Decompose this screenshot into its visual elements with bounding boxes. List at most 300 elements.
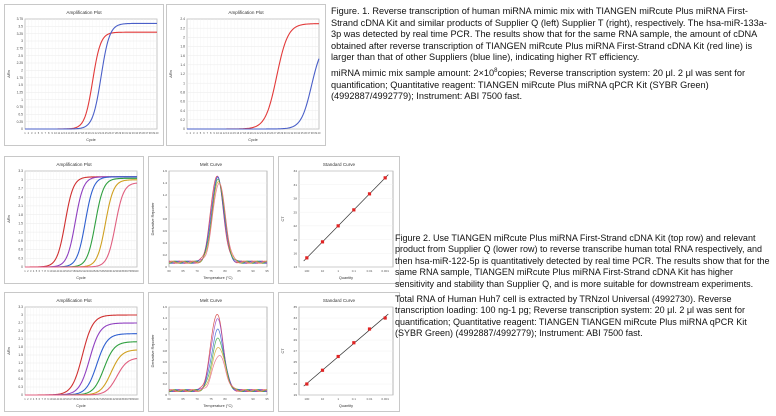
x-tick-label: 9	[47, 398, 49, 401]
y-tick-label: 0.2	[180, 118, 185, 123]
chart-title: Amplification Plot	[228, 10, 264, 15]
x-tick-label: 0.1	[351, 269, 356, 273]
x-tick-label: 65	[181, 269, 185, 273]
y-tick-label: 27	[293, 349, 297, 354]
x-tick-label: 33	[115, 398, 119, 401]
x-tick-label: 14	[229, 132, 233, 135]
y-tick-label: 2.1	[18, 337, 23, 342]
x-axis-label: Quantity	[338, 404, 354, 408]
x-tick-label: 70	[195, 397, 199, 401]
data-point	[352, 208, 355, 211]
y-tick-label: 1.4	[162, 181, 167, 186]
melt-line-100-pg	[169, 179, 267, 263]
x-tick-label: 85	[237, 269, 241, 273]
y-tick-label: 0.6	[18, 247, 23, 252]
x-tick-label: 39	[132, 270, 136, 273]
fig2-conditions: Total RNA of Human Huh7 cell is extracted by TRNzol Universal (4992730). Reverse transcription loading: 100 ng-1 pg; Reverse transcription system: 20 μl. 2 μl was sent for quantification; Quantitative reagent: TIANGEN TIANGEN miRcute Plus miRNA qPCR Kit (SYBR Green) (4992887/4992779); Instrument: ABI 7500 fast.	[395, 294, 747, 339]
x-tick-label: 28	[101, 270, 104, 273]
x-tick-label: 10	[320, 397, 325, 401]
y-tick-label: 3	[21, 177, 23, 182]
x-axis-label: Quantity	[338, 276, 354, 280]
x-tick-label: 90	[251, 397, 255, 401]
chart-title: Amplification Plot	[66, 10, 102, 15]
x-tick-label: 0.01	[366, 269, 373, 273]
x-tick-label: 39	[152, 132, 156, 135]
x-tick-label: 2	[27, 132, 30, 135]
y-tick-label: 2	[21, 68, 23, 73]
y-tick-label: 21	[293, 382, 297, 387]
y-tick-label: 0.6	[18, 377, 23, 382]
x-tick-label: 1	[337, 269, 340, 273]
data-point	[368, 192, 371, 195]
x-tick-label: 33	[131, 132, 135, 135]
plot-area-border	[299, 171, 393, 267]
x-tick-label: 12	[55, 398, 59, 401]
fig2-bottom-melt-curve	[148, 292, 274, 412]
data-point	[352, 341, 355, 344]
fig2-bottom-standard-curve	[278, 292, 400, 412]
x-tick-label: 17	[69, 270, 73, 273]
y-axis-label: ΔRn	[7, 215, 11, 223]
x-tick-label: 6	[203, 132, 205, 135]
fig2-caption: Figure 2. Use TIANGEN miRcute Plus miRNA First-Strand cDNA Kit (top row) and relevant product from Supplier Q (lower row) to reverse transcribe human total RNA respectively, and then hsa-miR-122-5p is quantitatively detected by real time PCR. The results show that for the same RNA sample, TIANGEN miRcute Plus miRNA First-Strand cDNA Kit has higher sensitivity and stability than Supplier Q, and is more suitable for downstream experiments.	[395, 233, 770, 289]
x-tick-label: 11	[57, 132, 61, 135]
y-tick-label: 0.6	[162, 229, 167, 234]
y-tick-label: 3	[21, 313, 23, 318]
x-tick-label: 25	[92, 398, 96, 401]
y-tick-label: 1.2	[162, 193, 167, 198]
x-tick-label: 13	[58, 270, 61, 273]
x-tick-label: 21	[253, 132, 257, 135]
series-line-supplier-q	[25, 23, 157, 129]
x-tick-label: 13	[226, 132, 230, 135]
x-axis-label: Cycle	[86, 138, 96, 142]
x-tick-label: 21	[80, 398, 84, 401]
x-tick-label: 28	[114, 132, 118, 135]
x-tick-label: 8	[47, 132, 50, 135]
y-tick-label: 0	[21, 127, 23, 132]
chart-title: Standard Curve	[322, 162, 356, 167]
x-tick-label: 36	[124, 270, 127, 273]
x-tick-label: 34	[118, 398, 122, 401]
x-tick-label: 5	[35, 270, 38, 273]
x-tick-label: 34	[297, 132, 301, 135]
x-tick-label: 80	[223, 397, 227, 401]
y-tick-label: 0.25	[16, 119, 23, 124]
y-tick-label: 0.2	[162, 382, 167, 387]
x-tick-label: 10	[54, 132, 57, 135]
melt-line-100-pg	[169, 338, 267, 392]
x-tick-label: 15	[63, 270, 67, 273]
x-tick-label: 15	[70, 132, 74, 135]
data-point	[305, 256, 308, 259]
y-tick-label: 0.75	[16, 105, 23, 110]
x-tick-label: 85	[237, 397, 241, 401]
y-axis-label: Derivative Reporter	[151, 202, 155, 236]
melt-line-10-pg	[169, 182, 267, 264]
data-point	[337, 224, 340, 227]
x-tick-label: 12	[55, 270, 59, 273]
x-tick-label: 27	[98, 270, 102, 273]
y-tick-label: 0.3	[18, 256, 23, 261]
y-tick-label: 2.7	[18, 321, 23, 326]
x-tick-label: 14	[60, 398, 64, 401]
x-tick-label: 15	[232, 132, 236, 135]
y-tick-label: 31	[293, 327, 297, 332]
fig2-bottom-amplification-plot	[4, 292, 144, 412]
y-tick-label: 0.4	[162, 241, 167, 246]
y-tick-label: 1.5	[18, 353, 23, 358]
y-tick-label: 1.75	[16, 75, 23, 80]
data-point	[305, 382, 308, 385]
x-tick-label: 70	[195, 269, 199, 273]
x-tick-label: 4	[196, 132, 198, 135]
y-tick-label: 2.2	[180, 26, 185, 31]
x-tick-label: 24	[89, 270, 93, 273]
x-tick-label: 25	[92, 270, 96, 273]
x-tick-label: 31	[109, 270, 113, 273]
x-tick-label: 21	[91, 132, 95, 135]
x-tick-label: 3	[30, 398, 32, 401]
y-tick-label: 23	[293, 371, 297, 376]
x-tick-label: 17	[69, 398, 73, 401]
y-tick-label: 1.6	[180, 53, 185, 58]
x-tick-label: 33	[293, 132, 297, 135]
x-tick-label: 26	[95, 270, 99, 273]
y-tick-label: 2.25	[16, 61, 23, 66]
x-tick-label: 6	[41, 132, 43, 135]
y-tick-label: 0	[21, 393, 23, 398]
x-tick-label: 8	[44, 270, 46, 273]
x-tick-label: 29	[103, 398, 107, 401]
y-tick-label: 1.4	[162, 316, 167, 321]
x-tick-label: 5	[35, 398, 38, 401]
x-tick-label: 5	[199, 132, 202, 135]
fig2-top-standard-curve	[278, 156, 400, 284]
y-tick-label: 13	[293, 265, 297, 270]
x-tick-label: 0.001	[381, 397, 389, 401]
x-tick-label: 20	[87, 132, 91, 135]
x-tick-label: 100	[304, 269, 310, 273]
x-tick-label: 31	[125, 132, 128, 135]
x-tick-label: 35	[121, 398, 125, 401]
x-tick-label: 65	[181, 397, 185, 401]
x-tick-label: 23	[86, 270, 90, 273]
x-tick-label: 36	[304, 132, 307, 135]
chart-title: Standard Curve	[322, 298, 356, 303]
y-axis-label: ΔRn	[7, 70, 11, 78]
series-line-100-ng	[25, 177, 137, 267]
x-tick-label: 3	[193, 132, 195, 135]
x-tick-label: 32	[128, 132, 132, 135]
x-tick-label: 29	[280, 132, 284, 135]
x-tick-label: 13	[58, 398, 61, 401]
x-tick-label: 22	[83, 270, 87, 273]
fig2-caption-block	[395, 233, 773, 344]
x-tick-label: 23	[260, 132, 263, 135]
x-tick-label: 18	[243, 132, 246, 135]
y-tick-label: 2.1	[18, 204, 23, 209]
x-tick-label: 9	[47, 270, 49, 273]
data-point	[321, 369, 324, 372]
y-tick-label: 31	[293, 182, 297, 187]
x-tick-label: 0.001	[381, 269, 389, 273]
x-tick-label: 38	[129, 398, 133, 401]
x-tick-label: 95	[265, 269, 269, 273]
x-tick-label: 1	[186, 132, 188, 135]
chart-title: Melt Curve	[199, 298, 223, 303]
x-tick-label: 20	[78, 270, 82, 273]
x-tick-label: 18	[72, 398, 76, 401]
x-tick-label: 40	[135, 270, 139, 273]
y-tick-label: 1.8	[18, 345, 23, 350]
x-tick-label: 19	[246, 132, 250, 135]
y-tick-label: 1.25	[16, 90, 23, 95]
y-tick-label: 0.4	[162, 371, 167, 376]
y-tick-label: 19	[293, 237, 297, 242]
x-tick-label: 38	[310, 132, 314, 135]
x-tick-label: 1	[24, 132, 26, 135]
y-tick-label: 0.9	[18, 239, 23, 244]
x-tick-label: 60	[167, 397, 171, 401]
y-tick-label: 1.6	[162, 305, 167, 310]
x-tick-label: 0.01	[366, 397, 373, 401]
x-tick-label: 31	[109, 398, 113, 401]
plot-area-border	[25, 19, 157, 129]
x-axis-label: Temperature (°C)	[203, 404, 233, 408]
x-tick-label: 18	[81, 132, 84, 135]
y-tick-label: 2.7	[18, 186, 23, 191]
y-tick-label: 0	[165, 265, 167, 270]
x-tick-label: 32	[112, 270, 116, 273]
x-tick-label: 35	[300, 132, 304, 135]
x-axis-label: Temperature (°C)	[203, 276, 233, 280]
x-tick-label: 40	[155, 132, 159, 135]
x-tick-label: 12	[222, 132, 226, 135]
y-tick-label: 0	[21, 265, 23, 270]
y-tick-label: 3.25	[16, 31, 23, 36]
y-tick-label: 0.5	[18, 112, 23, 117]
x-tick-label: 30	[283, 132, 287, 135]
x-tick-label: 7	[44, 132, 47, 135]
y-axis-label: ΔRn	[7, 347, 11, 355]
y-tick-label: 0	[165, 393, 167, 398]
regression-line	[304, 175, 389, 261]
x-tick-label: 7	[41, 398, 43, 401]
plot-area-border	[25, 171, 137, 267]
x-axis-label: Cycle	[248, 138, 258, 142]
x-tick-label: 37	[145, 132, 149, 135]
y-tick-label: 0.9	[18, 369, 23, 374]
x-tick-label: 10	[216, 132, 219, 135]
x-axis-label: Cycle	[76, 276, 86, 280]
x-tick-label: 36	[142, 132, 145, 135]
x-tick-label: 34	[118, 270, 122, 273]
y-tick-label: 0	[183, 127, 185, 132]
chart-title: Amplification Plot	[56, 162, 92, 167]
y-tick-label: 19	[293, 393, 297, 398]
x-tick-label: 1	[337, 397, 340, 401]
x-tick-label: 10	[320, 269, 325, 273]
x-tick-label: 29	[103, 270, 107, 273]
y-tick-label: 0.8	[162, 349, 167, 354]
y-tick-label: 22	[293, 224, 297, 229]
x-tick-label: 24	[263, 132, 267, 135]
series-line-1-pg	[25, 358, 137, 395]
x-tick-label: 17	[77, 132, 81, 135]
x-tick-label: 20	[78, 398, 82, 401]
x-tick-label: 2	[27, 270, 29, 273]
x-tick-label: 37	[126, 270, 130, 273]
y-tick-label: 1.2	[180, 72, 185, 77]
x-tick-label: 14	[67, 132, 71, 135]
y-tick-label: 16	[293, 251, 297, 256]
series-line-tiangen-mircute-plus	[187, 24, 319, 129]
x-tick-label: 32	[112, 398, 116, 401]
x-tick-label: 15	[63, 398, 67, 401]
y-tick-label: 0.6	[180, 99, 185, 104]
x-tick-label: 28	[101, 398, 104, 401]
x-tick-label: 0.1	[351, 397, 356, 401]
y-tick-label: 28	[293, 196, 297, 201]
y-tick-label: 1.2	[18, 230, 23, 235]
y-tick-label: 29	[293, 338, 297, 343]
y-tick-label: 2.5	[18, 53, 23, 58]
x-tick-label: 19	[84, 132, 88, 135]
x-tick-label: 4	[34, 132, 36, 135]
x-tick-label: 30	[106, 398, 110, 401]
series-line-10-ng	[25, 177, 137, 267]
x-tick-label: 37	[307, 132, 311, 135]
x-tick-label: 38	[148, 132, 152, 135]
x-tick-label: 40	[135, 398, 139, 401]
x-tick-label: 24	[89, 398, 93, 401]
data-point	[337, 355, 340, 358]
x-tick-label: 60	[167, 269, 171, 273]
x-tick-label: 23	[86, 398, 90, 401]
fig1-caption-block	[331, 6, 773, 107]
y-tick-label: 1.8	[180, 44, 185, 49]
x-tick-label: 16	[66, 270, 70, 273]
x-tick-label: 26	[270, 132, 274, 135]
data-point	[384, 316, 387, 319]
y-tick-label: 0.4	[180, 108, 185, 113]
y-tick-label: 1.5	[18, 83, 23, 88]
x-tick-label: 26	[108, 132, 112, 135]
x-tick-label: 39	[132, 398, 136, 401]
x-tick-label: 22	[94, 132, 98, 135]
x-tick-label: 5	[37, 132, 40, 135]
x-tick-label: 16	[74, 132, 78, 135]
data-point	[321, 240, 324, 243]
x-tick-label: 22	[256, 132, 260, 135]
y-axis-label: CT	[281, 348, 285, 354]
x-tick-label: 100	[304, 397, 310, 401]
series-line-100-pg	[25, 178, 137, 267]
melt-line-100-ng	[169, 176, 267, 263]
y-tick-label: 3.75	[16, 17, 23, 22]
x-tick-label: 2	[27, 398, 29, 401]
y-tick-label: 2.4	[18, 329, 23, 334]
x-tick-label: 33	[115, 270, 119, 273]
x-tick-label: 80	[223, 269, 227, 273]
series-line-1-ng	[25, 177, 137, 267]
y-tick-label: 1.8	[18, 212, 23, 217]
melt-line-10-pg	[169, 348, 267, 392]
x-tick-label: 35	[121, 270, 125, 273]
fig1-conditions: miRNA mimic mix sample amount: $2\times 10^8copies$; Reverse transcription system: 20 μl. 2 μl was sent for quantification; Quantitative reagent: TIANGEN miRcute Plus miRNA qPCR Kit (SYBR Green) (4992887/4992779); Instrument: ABI 7500 fast.	[331, 67, 745, 102]
y-tick-label: 0.8	[162, 217, 167, 222]
melt-line-1-ng	[169, 177, 267, 263]
y-tick-label: 0.2	[162, 253, 167, 258]
y-tick-label: 3	[21, 39, 23, 44]
y-axis-label: Derivative Reporter	[151, 334, 155, 368]
x-tick-label: 22	[83, 398, 87, 401]
y-tick-label: 2	[183, 35, 185, 40]
x-tick-label: 11	[219, 132, 223, 135]
fig1-right-amplification-plot	[166, 4, 326, 146]
x-tick-label: 37	[126, 398, 130, 401]
y-tick-label: 1	[165, 338, 167, 343]
y-tick-label: 0.8	[180, 90, 185, 95]
x-tick-label: 25	[266, 132, 270, 135]
x-tick-label: 11	[52, 270, 56, 273]
x-tick-label: 8	[209, 132, 212, 135]
x-tick-label: 19	[75, 398, 79, 401]
x-tick-label: 6	[38, 398, 41, 401]
fig1-left-amplification-plot	[4, 4, 164, 146]
y-tick-label: 0.3	[18, 385, 23, 390]
melt-line-10-ng	[169, 177, 267, 264]
y-tick-label: 2.75	[16, 46, 23, 51]
y-axis-label: CT	[281, 216, 285, 222]
y-axis-label: ΔRn	[169, 70, 173, 78]
regression-line	[304, 314, 389, 386]
chart-title: Melt Curve	[199, 162, 223, 167]
x-tick-label: 31	[287, 132, 290, 135]
x-tick-label: 30	[106, 270, 110, 273]
data-point	[368, 327, 371, 330]
x-tick-label: 9	[213, 132, 215, 135]
x-tick-label: 27	[111, 132, 115, 135]
chart-title: Amplification Plot	[56, 298, 92, 303]
y-tick-label: 33	[293, 316, 297, 321]
x-tick-label: 7	[206, 132, 209, 135]
x-tick-label: 32	[290, 132, 294, 135]
x-tick-label: 1	[24, 270, 26, 273]
melt-line-100-ng	[169, 314, 267, 391]
series-line-1-ng	[25, 334, 137, 395]
y-tick-label: 1.5	[18, 221, 23, 226]
y-tick-label: 25	[293, 360, 297, 365]
x-tick-label: 6	[38, 270, 41, 273]
series-line-supplier-t	[187, 59, 319, 129]
melt-line-1-pg	[169, 356, 267, 392]
y-tick-label: 2.4	[180, 17, 185, 22]
x-tick-label: 7	[41, 270, 43, 273]
series-line-10-pg	[25, 350, 137, 395]
x-tick-label: 21	[80, 270, 84, 273]
y-tick-label: 35	[293, 305, 297, 310]
x-axis-label: Cycle	[76, 404, 86, 408]
x-tick-label: 4	[32, 398, 35, 401]
y-tick-label: 1.2	[162, 327, 167, 332]
x-tick-label: 29	[118, 132, 122, 135]
x-tick-label: 8	[44, 398, 46, 401]
x-tick-label: 27	[98, 398, 102, 401]
x-tick-label: 10	[49, 398, 53, 401]
y-tick-label: 1.4	[180, 63, 185, 68]
